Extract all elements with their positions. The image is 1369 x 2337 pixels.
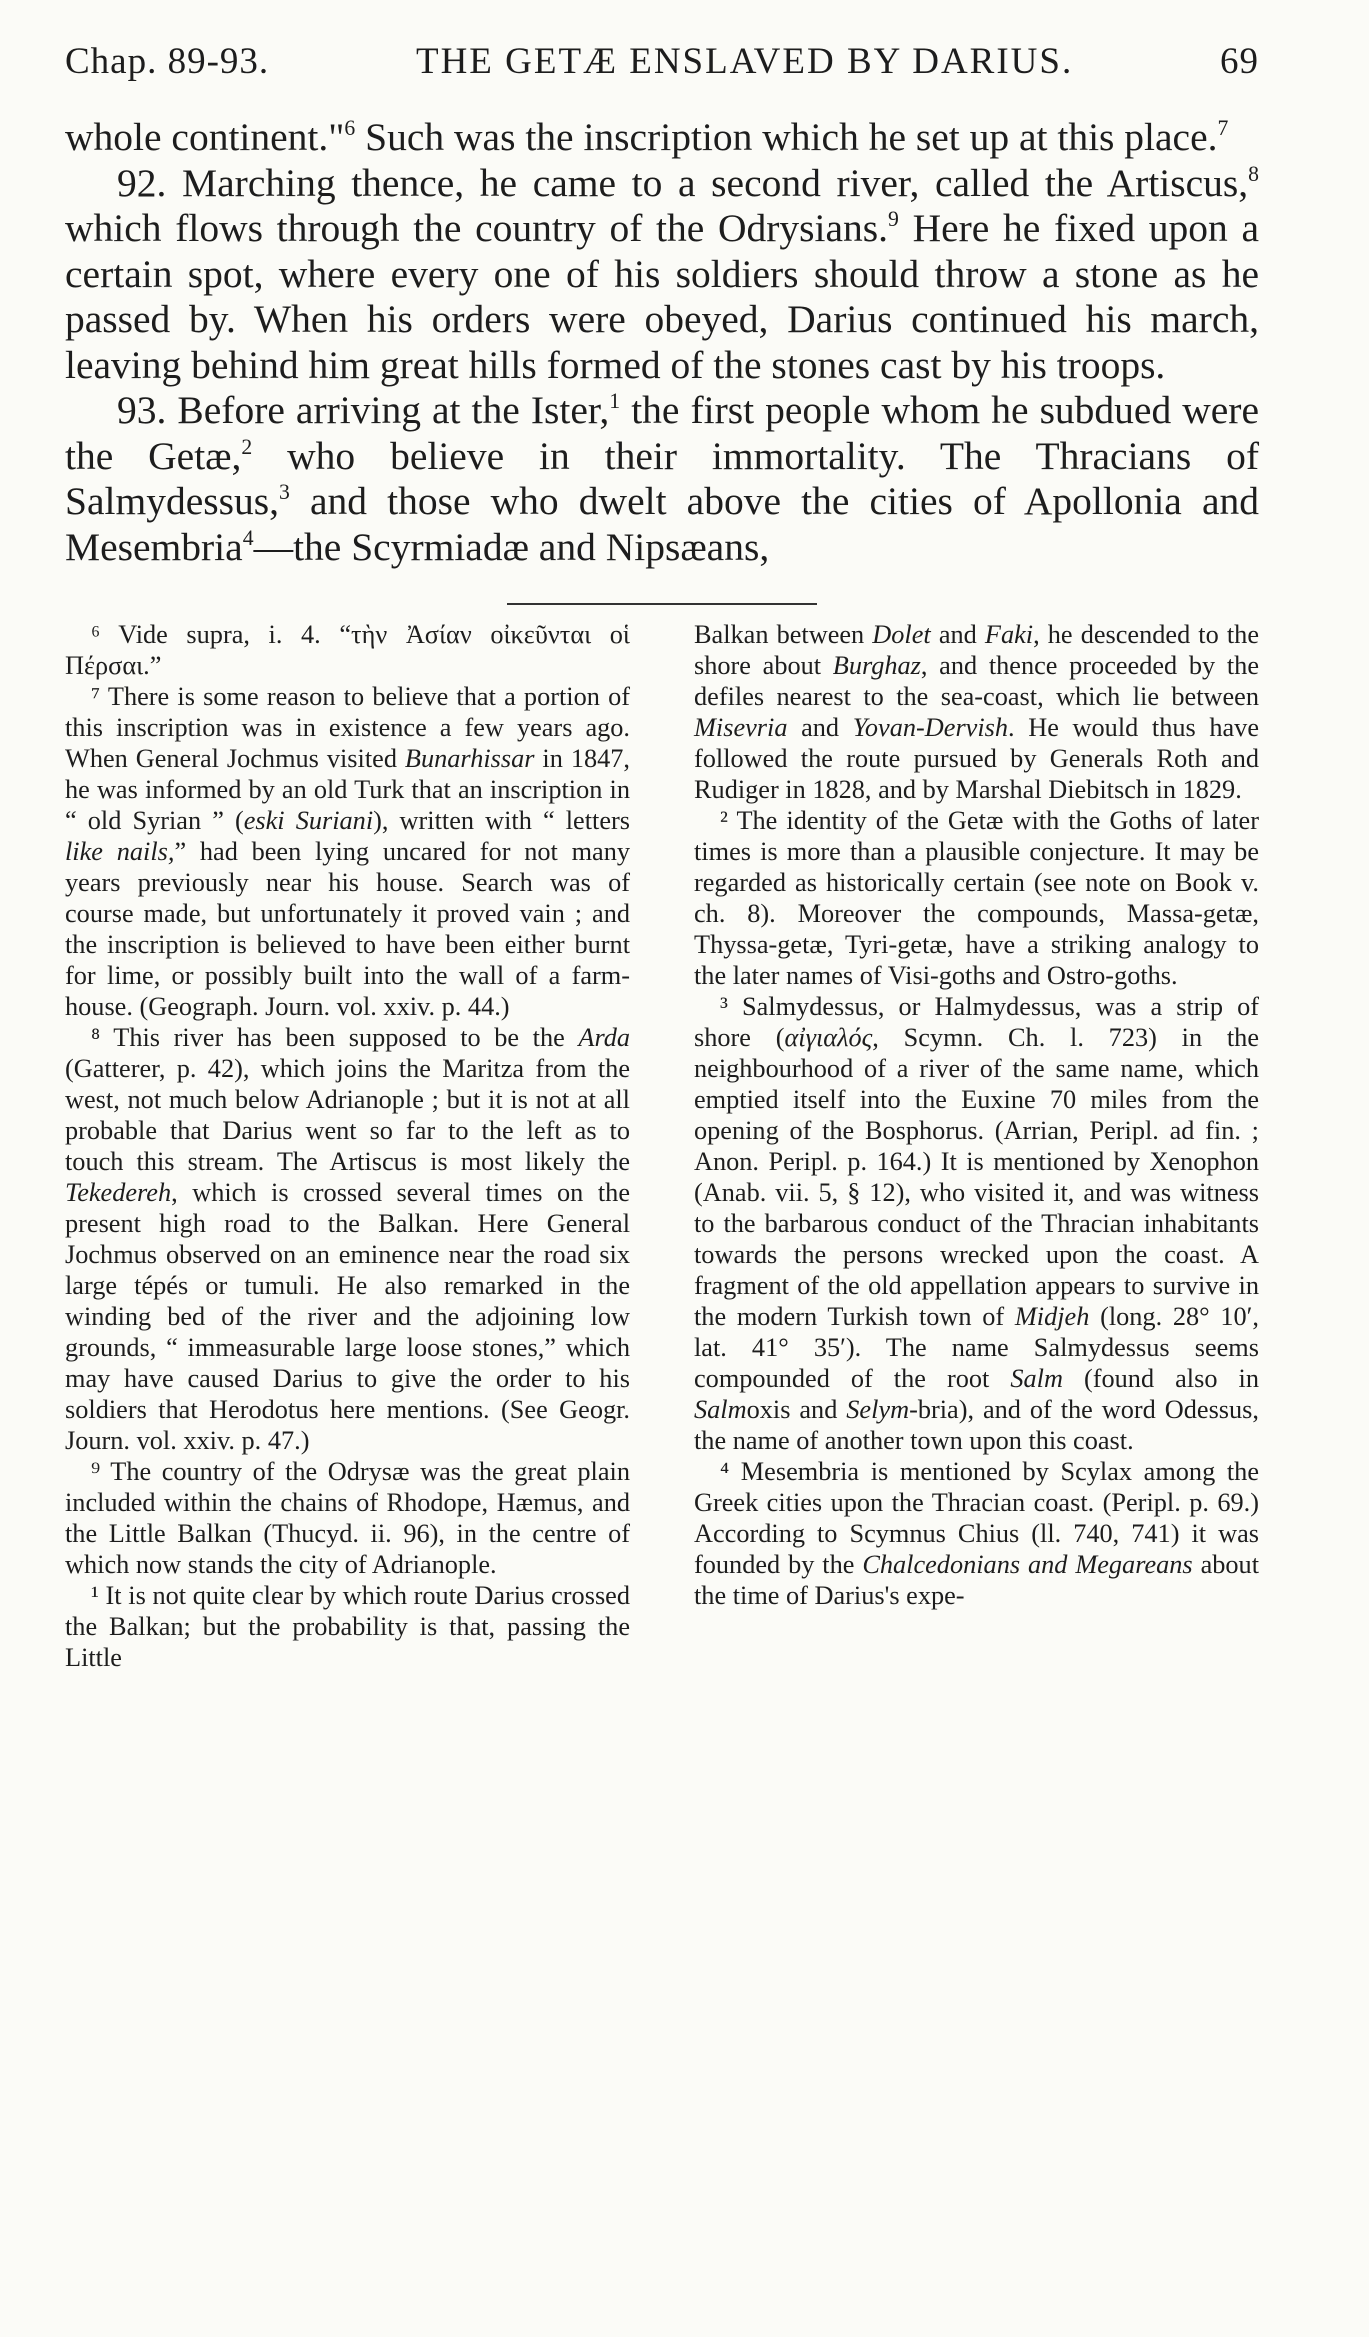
paragraph-93: 93. Before arriving at the Ister,$^1$ the first people whom he subdued were the Getæ,$^2$ who believe in their immortality. The Thracians of Salmydessus,$^3$ and those who dwelt above the cities of Apollonia and Mesembria$^4$—the Scyrmiadæ and Nipsæans, <box>65 388 1259 569</box>
footnote-1-continued: Balkan between Dolet and Faki, he descended to the shore about Burghaz, and thence proceeded by the defiles nearest to the sea-coast, which lie between Misevria and Yovan-Dervish. He would thus have followed the route pursued by Generals Roth and Rudiger in 1828, and by Marshal Diebitsch in 1829. <box>694 620 1259 804</box>
footnote-ref-8[interactable]: 8 <box>1248 161 1259 186</box>
footnote-ref-1[interactable]: 1 <box>609 388 621 413</box>
footnote-2: ² The identity of the Getæ with the Goths of later times is more than a plausible conjecture. It may be regarded as historically certain (see note on Book v. ch. 8). Moreover the compounds, Massa-getæ, Thyssa-getæ, Tyri-getæ, have a striking analogy to the later names of Visi-goths and Ostro-goths. <box>694 806 1259 990</box>
footnote-ref-3[interactable]: 3 <box>278 479 290 504</box>
footnote-ref-9[interactable]: 9 <box>888 206 899 231</box>
footnote-9: ⁹ The country of the Odrysæ was the great plain included within the chains of Rhodope, Hæmus, and the Little Balkan (Thucyd. ii. 96), in the centre of which now stands the city of Adrianople. <box>65 1457 630 1579</box>
footnotes-left-column <box>65 619 630 1673</box>
footnote-4: ⁴ Mesembria is mentioned by Scylax among the Greek cities upon the Thracian coast. (Peripl. p. 69.) According to Scymnus Chius (ll. 740, 741) it was founded by the Chalcedonians and Megareans about the time of Darius's expe- <box>694 1457 1259 1610</box>
footnote-ref-2[interactable]: 2 <box>241 434 253 459</box>
footnote-ref-6[interactable]: 6 <box>344 115 356 140</box>
footnote-ref-4[interactable]: 4 <box>242 525 254 550</box>
footnote-8: ⁸ This river has been supposed to be the Arda (Gatterer, p. 42), which joins the Maritza from the west, not much below Adrianople ; but it is not at all probable that Darius went so far to the left as to touch this stream. The Artiscus is most likely the Tekedereh, which is crossed several times on the present high road to the Balkan. Here General Jochmus observed on an eminence near the road six large tépés or tumuli. He also remarked in the winding bed of the river and the adjoining low grounds, “ immeasurable large loose stones,” which may have caused Darius to give the order to his soldiers that Herodotus here mentions. (See Geogr. Journ. vol. xxiv. p. 47.) <box>65 1023 630 1455</box>
footnote-1: ¹ It is not quite clear by which route Darius crossed the Balkan; but the probability is that, passing the Little <box>65 1581 630 1672</box>
paragraph-91-end: whole continent."$^6$ Such was the inscription which he set up at this place.$^7$ <box>65 115 1229 159</box>
footnote-divider <box>507 603 817 605</box>
paragraph-92: 92. Marching thence, he came to a second river, called the Artiscus,$^8$ which flows through the country of the Odrysians.$^9$ Here he fixed upon a certain spot, where every one of his soldiers should throw a stone as he passed by. When his orders were obeyed, Darius continued his march, leaving behind him great hills formed of the stones cast by his troops. <box>65 160 1259 387</box>
page-number: 69 <box>1220 41 1259 82</box>
chapter-reference: Chap. 89-93. <box>65 41 270 82</box>
main-text <box>65 115 1259 570</box>
page-title: THE GETÆ ENSLAVED BY DARIUS. <box>415 41 1074 82</box>
footnotes-right-column <box>694 619 1259 1673</box>
footnotes <box>65 619 1259 1673</box>
footnote-3: ³ Salmydessus, or Halmydessus, was a strip of shore (αἰγιαλός, Scymn. Ch. l. 723) in the neighbourhood of a river of the same name, which emptied itself into the Euxine 70 miles from the opening of the Bosphorus. (Arrian, Peripl. ad fin. ; Anon. Peripl. p. 164.) It is mentioned by Xenophon (Anab. vii. 5, § 12), who visited it, and was witness to the barbarous conduct of the Thracian inhabitants towards the persons wrecked upon the coast. A fragment of the old appellation appears to survive in the modern Turkish town of Midjeh (long. 28° 10′, lat. 41° 35′). The name Salmydessus seems compounded of the root Salm (found also in Salmoxis and Selym-bria), and of the word Odessus, the name of another town upon this coast. <box>694 992 1259 1455</box>
footnote-6: ⁶ Vide supra, i. 4. “τὴν Ἀσίαν οἰκεῦνται οἱ Πέρσαι.” <box>65 620 630 680</box>
running-header <box>65 40 1259 83</box>
footnote-ref-7[interactable]: 7 <box>1217 115 1229 140</box>
footnote-7: ⁷ There is some reason to believe that a portion of this inscription was in existence a few years ago. When General Jochmus visited Bunarhissar in 1847, he was informed by an old Turk that an inscription in “ old Syrian ” (eski Suriani), written with “ letters like nails,” had been lying uncared for not many years previously near his house. Search was of course made, but unfortunately it proved vain ; and the inscription is believed to have been either burnt for lime, or possibly built into the wall of a farm-house. (Geograph. Journ. vol. xxiv. p. 44.) <box>65 682 631 1021</box>
